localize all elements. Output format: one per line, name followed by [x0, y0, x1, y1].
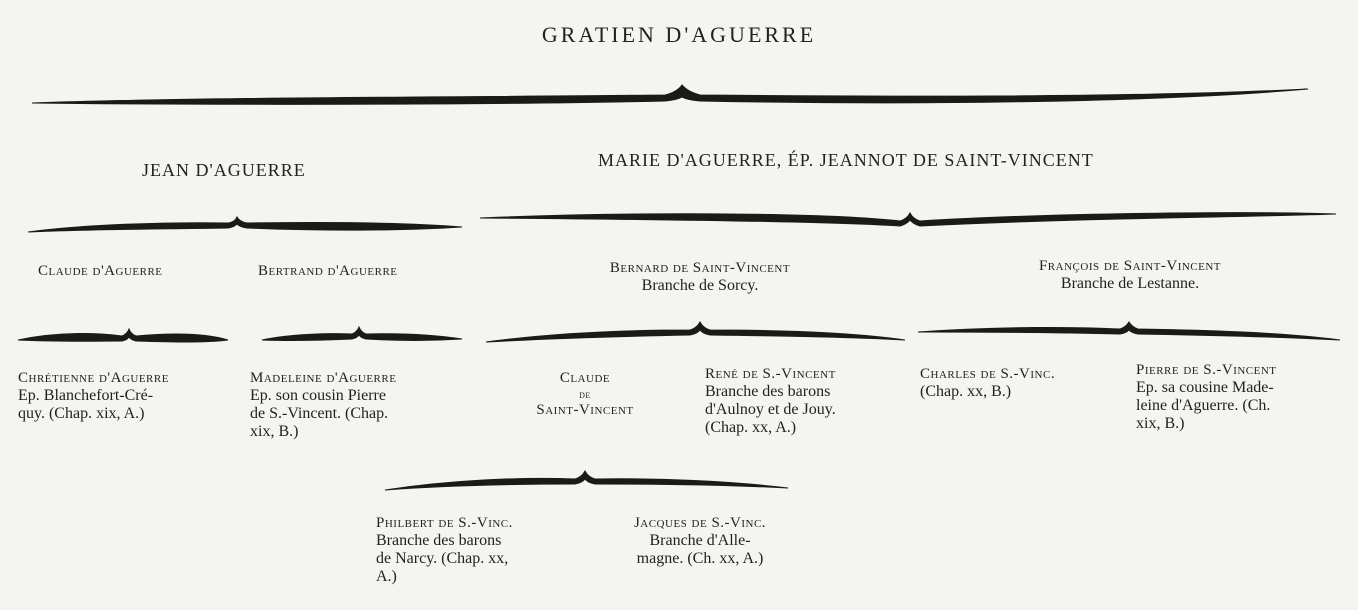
chretienne-name: Chrétienne d'Aguerre [18, 370, 169, 386]
francois-name: François de Saint-Vincent [1038, 258, 1222, 274]
brace-claude-sv [385, 471, 788, 490]
brace-gratien [32, 85, 1308, 104]
pierre-line-1: Ep. sa cousine Made- [1136, 379, 1274, 396]
node-francois [970, 258, 1290, 293]
node-rene [705, 366, 910, 437]
jacques-line-1: Branche d'Alle- [649, 532, 751, 549]
node-madeleine [250, 370, 470, 441]
rene-line-1: Branche des barons [705, 383, 831, 400]
node-claude-aguerre: Claude d'Aguerre [38, 263, 163, 279]
rene-name: René de S.-Vincent [705, 366, 836, 382]
bernard-branch: Branche de Sorcy. [641, 277, 759, 294]
claude-sv-line-3: Saint-Vincent [536, 402, 634, 418]
charles-name: Charles de S.-Vinc. [920, 366, 1056, 382]
node-chretienne [18, 370, 238, 423]
node-marie: MARIE D'AGUERRE, ÉP. JEANNOT DE SAINT-VINCENT [598, 150, 1094, 170]
brace-claude-aguerre [18, 329, 228, 342]
bernard-name: Bernard de Saint-Vincent [609, 260, 791, 276]
brace-bertrand [262, 327, 462, 341]
node-philbert [376, 515, 586, 586]
brace-marie [480, 213, 1336, 226]
node-jacques [600, 515, 800, 568]
philbert-line-2: de Narcy. (Chap. xx, [376, 550, 509, 567]
pierre-name: Pierre de S.-Vincent [1136, 362, 1277, 378]
brace-jean [28, 217, 462, 232]
madeleine-name: Madeleine d'Aguerre [250, 370, 397, 386]
jacques-name: Jacques de S.-Vinc. [633, 515, 767, 531]
node-pierre [1136, 362, 1346, 433]
pierre-line-2: leine d'Aguerre. (Ch. [1136, 397, 1271, 414]
jacques-line-2: magne. (Ch. xx, A.) [636, 550, 764, 567]
node-bertrand: Bertrand d'Aguerre [258, 263, 398, 279]
philbert-name: Philbert de S.-Vinc. [376, 515, 513, 531]
philbert-line-3: A.) [376, 568, 397, 585]
node-bernard [540, 260, 860, 295]
philbert-line-1: Branche des barons [376, 532, 502, 549]
rene-line-3: (Chap. xx, A.) [705, 419, 797, 436]
rene-line-2: d'Aulnoy et de Jouy. [705, 401, 836, 418]
madeleine-line-2: de S.-Vincent. (Chap. [250, 405, 389, 422]
node-charles [920, 366, 1120, 401]
page-title: GRATIEN D'AGUERRE [541, 22, 817, 47]
node-claude-sv [510, 370, 660, 419]
madeleine-line-1: Ep. son cousin Pierre [250, 387, 386, 404]
francois-branch: Branche de Lestanne. [1060, 275, 1200, 292]
pierre-line-3: xix, B.) [1136, 415, 1185, 432]
charles-line-1: (Chap. xx, B.) [920, 383, 1012, 400]
chretienne-line-1: Ep. Blanchefort-Cré- [18, 387, 154, 404]
madeleine-line-3: xix, B.) [250, 423, 299, 440]
chretienne-line-2: quy. (Chap. xix, A.) [18, 405, 145, 422]
claude-sv-line-1: Claude [559, 370, 611, 386]
node-jean: JEAN D'AGUERRE [142, 160, 306, 180]
brace-francois [918, 322, 1340, 340]
claude-sv-line-2: de [579, 387, 591, 401]
brace-bernard [486, 322, 905, 342]
